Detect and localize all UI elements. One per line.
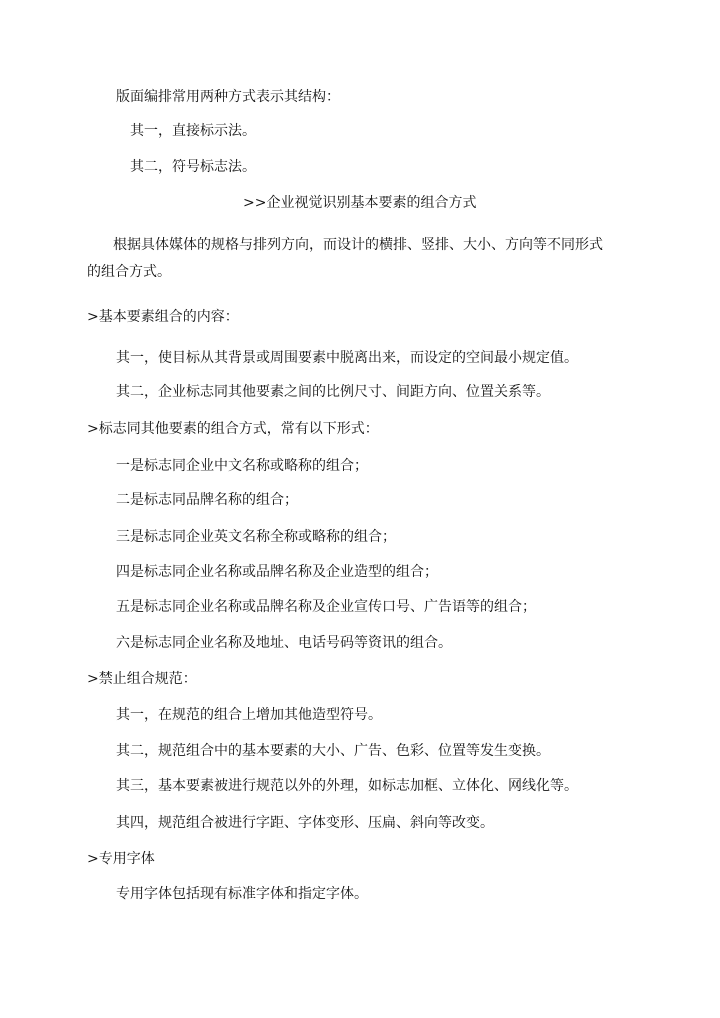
content-item-2: 其二，企业标志同其他要素之间的比例尺寸、间距方向、位置关系等。 bbox=[116, 384, 550, 400]
heading-forbid: >禁止组合规范： bbox=[87, 671, 197, 687]
form-item-1: 一是标志同企业中文名称或略称的组合； bbox=[116, 458, 368, 474]
form-item-3: 三是标志同企业英文名称全称或略称的组合； bbox=[116, 529, 396, 545]
heading-font: >专用字体 bbox=[87, 851, 155, 867]
heading-forms: >标志同其他要素的组合方式，常有以下形式： bbox=[87, 421, 379, 437]
form-item-4: 四是标志同企业名称或品牌名称及企业造型的组合； bbox=[116, 564, 438, 580]
heading-content: >基本要素组合的内容： bbox=[87, 309, 239, 325]
form-item-5: 五是标志同企业名称或品牌名称及企业宣传口号、广告语等的组合； bbox=[116, 599, 536, 615]
content-item-1: 其一，使目标从其背景或周围要素中脱离出来，而设定的空间最小规定值。 bbox=[116, 350, 578, 366]
paragraph-1-line-a: 根据具体媒体的规格与排列方向，而设计的横排、竖排、大小、方向等不同形式 bbox=[113, 237, 603, 253]
form-item-2: 二是标志同品牌名称的组合； bbox=[116, 492, 298, 508]
intro-line: 版面编排常用两种方式表示其结构： bbox=[116, 89, 340, 105]
forbid-item-1: 其一，在规范的组合上增加其他造型符号。 bbox=[116, 707, 382, 723]
forbid-item-3: 其三，基本要素被进行规范以外的外理，如标志加框、立体化、网线化等。 bbox=[116, 778, 578, 794]
forbid-item-4: 其四，规范组合被进行字距、字体变形、压扁、斜向等改变。 bbox=[116, 815, 494, 831]
method-1-line: 其一，直接标示法。 bbox=[130, 123, 256, 139]
paragraph-1-line-b: 的组合方式。 bbox=[87, 264, 171, 280]
font-item-1: 专用字体包括现有标准字体和指定字体。 bbox=[116, 886, 368, 902]
form-item-6: 六是标志同企业名称及地址、电话号码等资讯的组合。 bbox=[116, 635, 452, 651]
section-title: >>企业视觉识别基本要素的组合方式 bbox=[243, 195, 477, 211]
method-2-line: 其二，符号标志法。 bbox=[130, 159, 256, 175]
forbid-item-2: 其二，规范组合中的基本要素的大小、广告、色彩、位置等发生变换。 bbox=[116, 743, 550, 759]
